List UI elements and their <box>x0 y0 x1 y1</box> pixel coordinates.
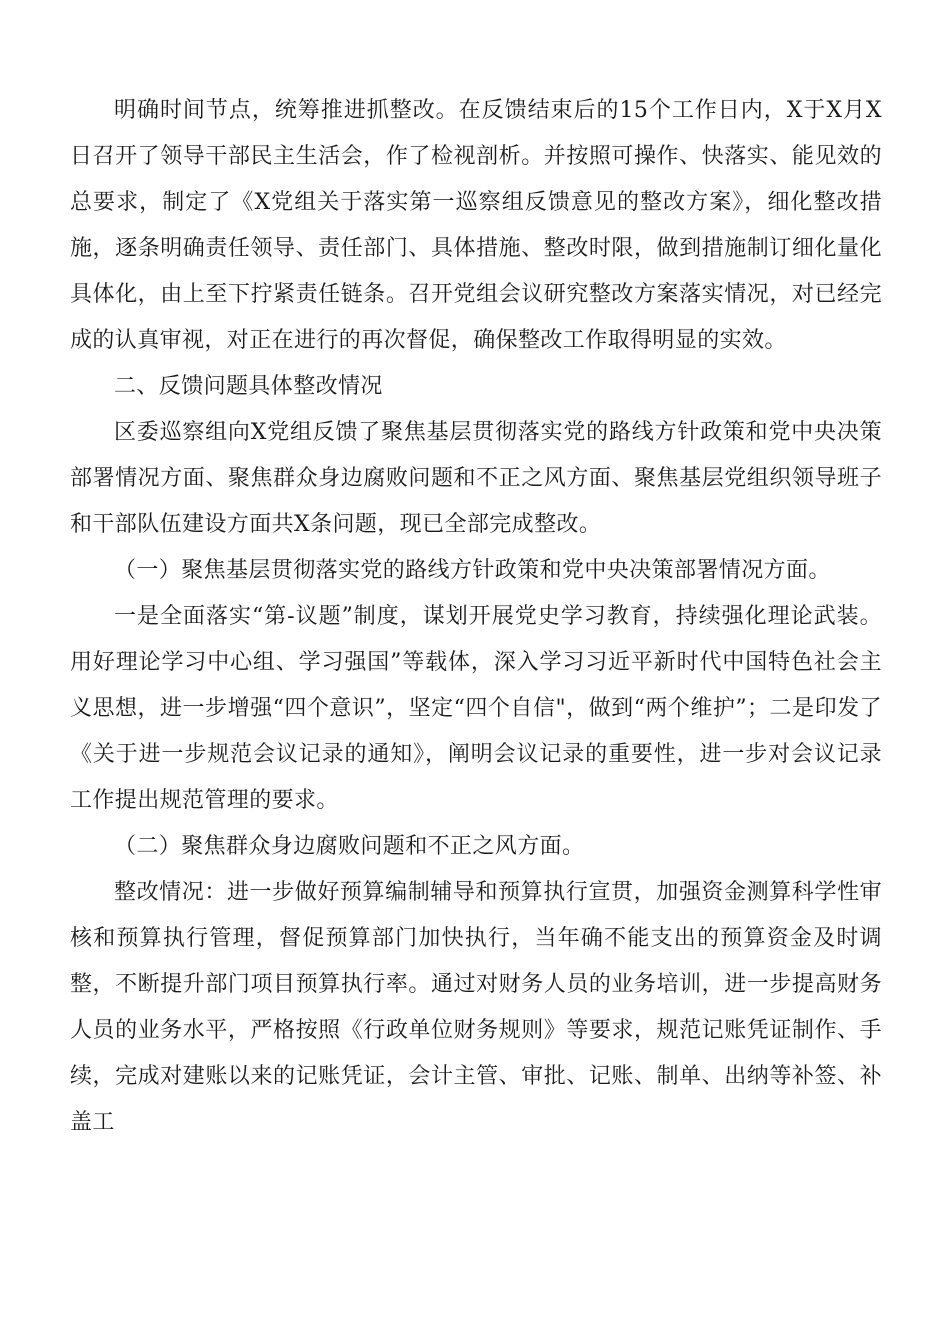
paragraph-rectification-status: 整改情况：进一步做好预算编制辅导和预算执行宣贯，加强资金测算科学性审核和预算执行管理，督促预算部门加快执行，当年确不能支出的预算资金及时调整，不断提升部门项目预算执行率。通过对财务人员的业务培训，进一步提高财务人员的业务水平，严格按照《行政单位财务规则》等要求，规范记账凭证制作、手续，完成对建账以来的记账凭证，会计主管、审批、记账、制单、出纳等补签、补盖工 <box>70 880 882 1135</box>
paragraph-timeline-rectification: 明确时间节点，统筹推进抓整改。在反馈结束后的15个工作日内，X于X月X日召开了领导干部民主生活会，作了检视剖析。并按照可操作、快落实、能见效的总要求，制定了《X党组关于落实第一巡察组反馈意见的整改方案》，细化整改措施，逐条明确责任领导、责任部门、具体措施、整改时限，做到措施制订细化量化具体化，由上至下拧紧责任链条。召开党组会议研究整改方案落实情况，对已经完成的认真审视，对正在进行的再次督促，确保整改工作取得明显的实效。 <box>70 98 882 353</box>
paragraph-policy-implementation: 一是全面落实“第-议题”制度，谋划开展党史学习教育，持续强化理论武装。用好理论学习中心组、学习强国”等载体，深入学习习近平新时代中国特色社会主义思想，进一步增强“四个意识”，坚定“四个自信"，做到“两个维护”；二是印发了《关于进一步规范会议记录的通知》，阐明会议记录的重要性，进一步对会议记录工作提出规范管理的要求。 <box>70 604 882 813</box>
section-heading-feedback-rectification: 二、反馈问题具体整改情况 <box>114 374 383 399</box>
subheading-corruption-issues: （二）聚焦群众身边腐败问题和不正之风方面。 <box>114 834 585 859</box>
subheading-policy-implementation: （一）聚焦基层贯彻落实党的路线方针政策和党中央决策部署情况方面。 <box>114 558 831 583</box>
paragraph-feedback-summary: 区委巡察组向X党组反馈了聚焦基层贯彻落实党的路线方针政策和党中央决策部署情况方面、聚焦群众身边腐败问题和不正之风方面、聚焦基层党组织领导班子和干部队伍建设方面共X条问题，现已全部完成整改。 <box>70 420 882 537</box>
document-page <box>70 88 882 1146</box>
